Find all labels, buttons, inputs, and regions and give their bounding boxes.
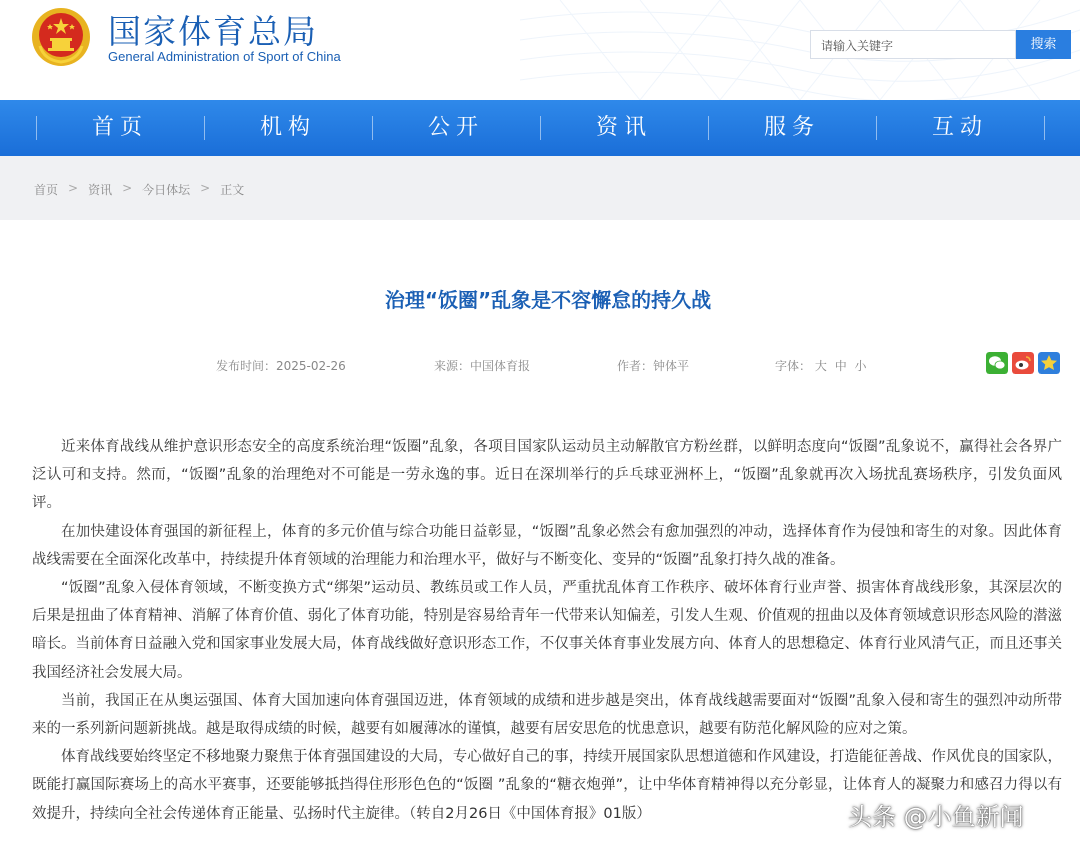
breadcrumb-current: 正文 — [220, 183, 245, 197]
weibo-icon[interactable] — [1012, 352, 1034, 374]
article-source: 来源：中国体育报 — [434, 359, 531, 373]
breadcrumb-sports-today[interactable]: 今日体坛 — [142, 183, 191, 197]
article-body — [32, 433, 1062, 828]
nav-services[interactable]: 服务 — [763, 115, 820, 140]
nav-divider — [708, 116, 709, 140]
article-paragraph: “饭圈”乱象入侵体育领域，不断变换方式“绑架”运动员、教练员或工作人员，严重扰乱体育工作秩序、破坏体育行业声誉、损害体育战线形象，其深层次的后果是扭曲了体育精神、消解了体育价值、弱化了体育功能，特别是容易给青年一代带来认知偏差，引发人生观、价值观的扭曲以及体育领域意识形态风险的潜滋暗长。当前体育日益融入党和国家事业发展大局，体育战线做好意识形态工作，不仅事关体育事业发展方向、体育人的思想稳定、体育行业风清气正，而且还事关我国经济社会发展大局。 — [32, 580, 1062, 681]
font-size-small[interactable]: 小 — [854, 359, 867, 373]
article-title: 治理“饭圈”乱象是不容懈怠的持久战 — [384, 288, 712, 312]
nav-divider — [36, 116, 37, 140]
nav-news[interactable]: 资讯 — [595, 115, 652, 140]
breadcrumb-separator: > — [122, 181, 133, 195]
watermark: 头条 @小鱼新闻 — [848, 803, 1024, 831]
nav-divider — [876, 116, 877, 140]
nav-divider — [204, 116, 205, 140]
article-paragraph: 体育战线要始终坚定不移地聚力聚焦于体育强国建设的大局，专心做好自己的事，持续开展国家队思想道德和作风建设，打造能征善战、作风优良的国家队，既能打赢国际赛场上的高水平赛事，还要能够抵挡得住形形色色的“饭圈 ”乱象的“糖衣炮弹”，让中华体育精神得以充分彰显，让体育人的凝聚力和感召力得以有效提升，持续向全社会传递体育正能量、弘扬时代主旋律。（转自2月26日《中国体育报》01版） — [32, 749, 1062, 822]
nav-interaction[interactable]: 互动 — [931, 115, 988, 140]
favorite-star-icon[interactable] — [1038, 352, 1060, 374]
article-paragraph: 当前，我国正在从奥运强国、体育大国加速向体育强国迈进，体育领域的成绩和进步越是突出，体育战线越需要面对“饭圈”乱象入侵和寄生的强烈冲动所带来的一系列新问题新挑战。越是取得成绩的时候，越要有如履薄冰的谨慎，越要有居安思危的忧患意识，越要有防范化解风险的应对之策。 — [32, 692, 1062, 738]
site-title-chinese[interactable]: 国家体育总局 — [108, 12, 318, 51]
breadcrumb — [34, 181, 244, 198]
publish-time: 发布时间：2025-02-26 — [216, 359, 346, 373]
nav-divider — [540, 116, 541, 140]
font-size-large[interactable]: 大 — [814, 359, 827, 373]
nav-home[interactable]: 首页 — [91, 115, 148, 140]
nav-organization[interactable]: 机构 — [259, 115, 316, 140]
breadcrumb-separator: > — [68, 181, 79, 195]
search-input[interactable]: 请输入关键字 — [810, 30, 1016, 59]
article-paragraph: 在加快建设体育强国的新征程上，体育的多元价值与综合功能日益彰显，“饭圈”乱象必然会有愈加强烈的冲动，选择体育作为侵蚀和寄生的对象。因此体育战线需要在全面深化改革中，持续提升体育领域的治理能力和治理水平，做好与不断变化、变异的“饭圈”乱象打持久战的准备。 — [32, 523, 1062, 568]
nav-divider — [372, 116, 373, 140]
article-paragraph: 近来体育战线从维护意识形态安全的高度系统治理“饭圈”乱象，各项目国家队运动员主动解散官方粉丝群，以鲜明态度向“饭圈”乱象说不，赢得社会各界广泛认可和支持。然而，“饭圈”乱象的治理绝对不可能是一劳永逸的事。近日在深圳举行的乒乓球亚洲杯上，“饭圈”乱象就再次入场扰乱赛场秩序，引发负面风评。 — [32, 439, 1062, 512]
national-emblem-icon — [30, 6, 92, 68]
breadcrumb-separator: > — [200, 181, 211, 195]
site-title-english[interactable]: General Administration of Sport of China — [108, 49, 341, 64]
article-author: 作者：钟体平 — [617, 359, 690, 373]
site-header — [0, 0, 1080, 100]
font-size-control — [775, 357, 867, 374]
main-nav — [0, 100, 1080, 156]
nav-public[interactable]: 公开 — [427, 115, 484, 140]
font-size-label: 字体： — [775, 359, 812, 373]
wechat-icon[interactable] — [986, 352, 1008, 374]
breadcrumb-home[interactable]: 首页 — [34, 183, 59, 197]
search-button[interactable]: 搜索 — [1016, 30, 1071, 59]
font-size-medium[interactable]: 中 — [834, 359, 847, 373]
nav-divider — [1044, 116, 1045, 140]
breadcrumb-news[interactable]: 资讯 — [88, 183, 113, 197]
